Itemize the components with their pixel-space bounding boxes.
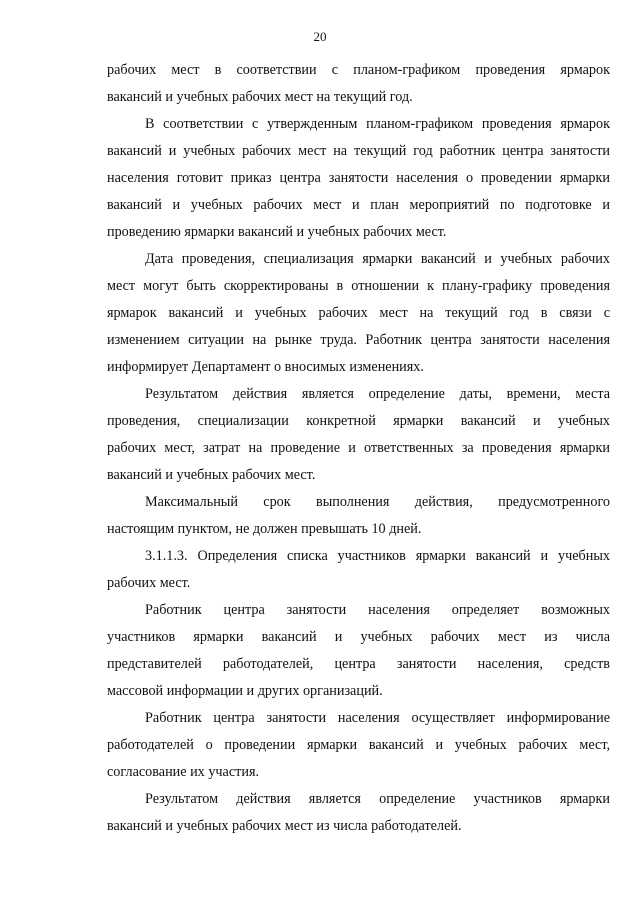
text-line: мест могут быть скорректированы в отношении к плану-графику проведения — [107, 278, 610, 294]
text-line: Дата проведения, специализация ярмарки вакансий и учебных рабочих — [145, 251, 610, 267]
text-line: вакансий и учебных рабочих мест из числа работодателей. — [107, 818, 462, 834]
section-heading-3-1-1-3 — [107, 543, 610, 597]
text-line: Результатом действия является определение даты, времени, места — [145, 386, 610, 402]
text-line: вакансий и учебных рабочих мест на текущий год. — [107, 89, 413, 105]
text-line: вакансий и учебных рабочих мест. — [107, 467, 316, 483]
text-line: Работник центра занятости населения определяет возможных — [145, 602, 610, 618]
document-body — [107, 57, 610, 840]
text-line: населения готовит приказ центра занятости населения о проведении ярмарки — [107, 170, 610, 186]
text-line: В соответствии с утвержденным планом-графиком проведения ярмарок — [145, 116, 610, 132]
text-line: настоящим пунктом, не должен превышать 10 дней. — [107, 521, 422, 537]
text-line: изменением ситуации на рынке труда. Работник центра занятости населения — [107, 332, 610, 348]
paragraph-order-preparation — [107, 111, 610, 246]
text-line: работодателей о проведении ярмарки вакансий и учебных рабочих мест, — [107, 737, 610, 753]
page-number: 20 — [313, 29, 327, 44]
text-line: проведения, специализации конкретной ярмарки вакансий и учебных — [107, 413, 610, 429]
text-line: Максимальный срок выполнения действия, предусмотренного — [145, 494, 610, 510]
paragraph-continuation — [107, 57, 610, 111]
text-line: Результатом действия является определение участников ярмарки — [145, 791, 610, 807]
text-line: вакансий и учебных рабочих мест и план мероприятий по подготовке и — [107, 197, 610, 213]
text-line: представителей работодателей, центра занятости населения, средств — [107, 656, 610, 672]
text-line: рабочих мест в соответствии с планом-графиком проведения ярмарок — [107, 62, 610, 78]
text-line: массовой информации и других организаций. — [107, 683, 383, 699]
text-line: 3.1.1.3. Определения списка участников ярмарки вакансий и учебных — [145, 548, 610, 564]
text-line: Работник центра занятости населения осуществляет информирование — [145, 710, 610, 726]
paragraph-informing — [107, 705, 610, 786]
paragraph-participants — [107, 597, 610, 705]
text-line: рабочих мест, затрат на проведение и ответственных за проведения ярмарки — [107, 440, 610, 456]
paragraph-max-term — [107, 489, 610, 543]
paragraph-result-date — [107, 381, 610, 489]
text-line: вакансий и учебных рабочих мест на текущий год работник центра занятости — [107, 143, 610, 159]
text-line: ярмарок вакансий и учебных рабочих мест на текущий год в связи с — [107, 305, 610, 321]
paragraph-date-adjustment — [107, 246, 610, 381]
text-line: согласование их участия. — [107, 764, 260, 780]
paragraph-result-participants — [107, 786, 610, 840]
text-line: рабочих мест. — [107, 575, 191, 591]
text-line: проведению ярмарки вакансий и учебных рабочих мест. — [107, 224, 447, 240]
text-line: участников ярмарки вакансий и учебных рабочих мест из числа — [107, 629, 610, 645]
text-line: информирует Департамент о вносимых изменениях. — [107, 359, 424, 375]
